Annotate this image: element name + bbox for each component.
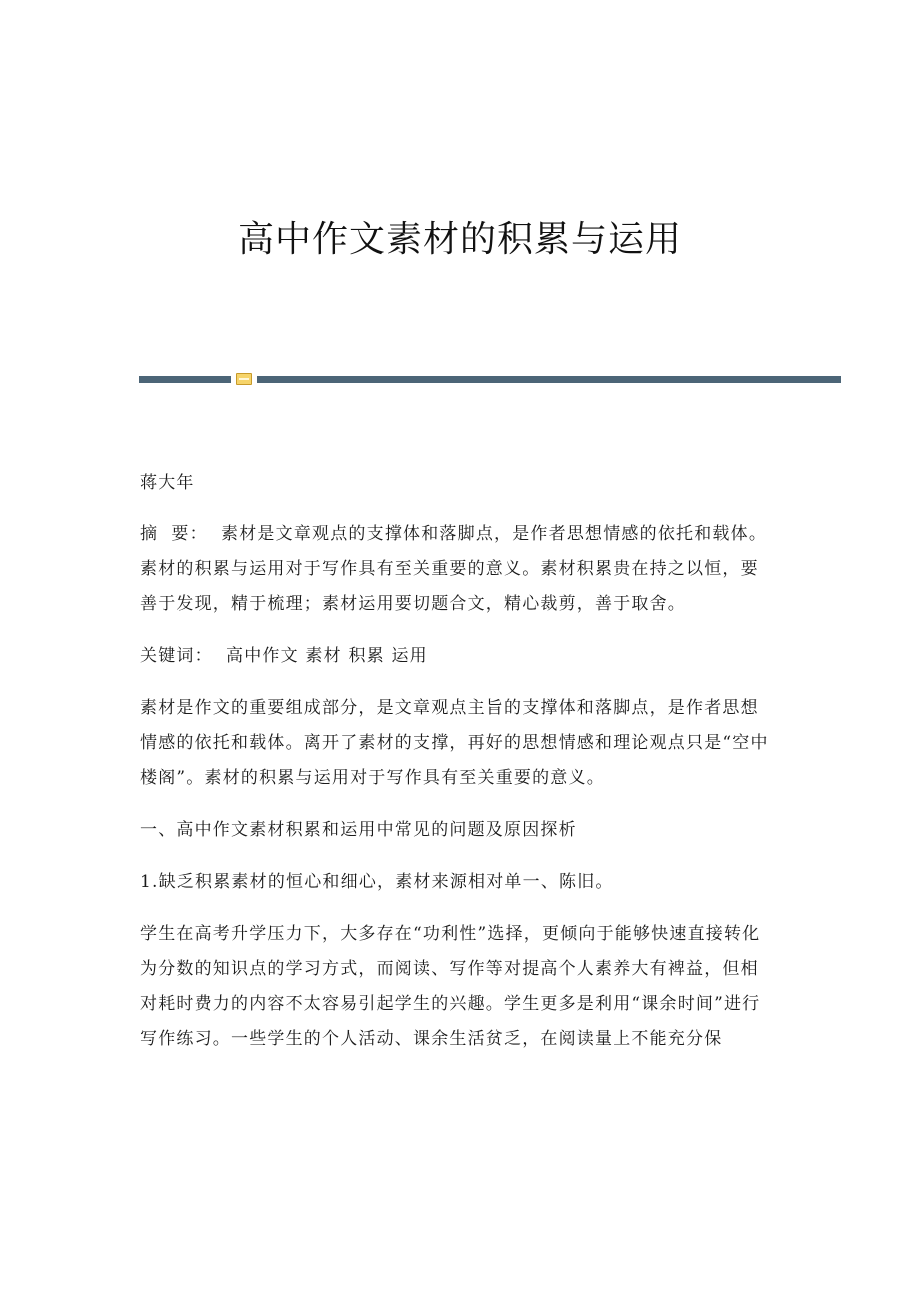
keywords [140,639,772,674]
body-paragraph: 学生在高考升学压力下，大多存在“功利性”选择，更倾向于能够快速直接转化为分数的知识点的学习方式，而阅读、写作等对提高个人素养大有裨益，但相对耗时费力的内容不太容易引起学生的兴趣。学生更多是利用“课余时间”进行写作练习。一些学生的个人活动、课余生活贫乏，在阅读量上不能充分保 [140,924,761,1049]
abstract-label: 摘 要： [140,524,208,544]
section-heading: 一、高中作文素材积累和运用中常见的问题及原因探析 [140,820,577,840]
divider-bar-left [139,376,231,383]
abstract-text: 素材是文章观点的支撑体和落脚点，是作者思想情感的依托和载体。素材的积累与运用对于写作具有至关重要的意义。素材积累贵在持之以恒，要善于发现，精于梳理；素材运用要切题合文，精心裁剪，善于取舍。 [140,524,768,614]
keywords-label: 关键词： [140,646,213,666]
keywords-spacer [213,646,226,666]
divider-emblem-icon [236,373,252,385]
author-name: 蒋大年 [140,473,195,493]
document-body [140,466,772,1057]
title-divider [139,372,841,386]
abstract [140,517,772,622]
abstract-spacer [208,524,221,544]
subsection-heading: 1.缺乏积累素材的恒心和细心，素材来源相对单一、陈旧。 [140,872,614,892]
keywords-text: 高中作文 素材 积累 运用 [226,646,428,666]
body-paragraph: 素材是作文的重要组成部分，是文章观点主旨的支撑体和落脚点，是作者思想情感的依托和载体。离开了素材的支撑，再好的思想情感和理论观点只是“空中楼阁”。素材的积累与运用对于写作具有至关重要的意义。 [140,698,769,788]
document-title: 高中作文素材的积累与运用 [237,219,682,260]
divider-bar-right [257,376,841,383]
